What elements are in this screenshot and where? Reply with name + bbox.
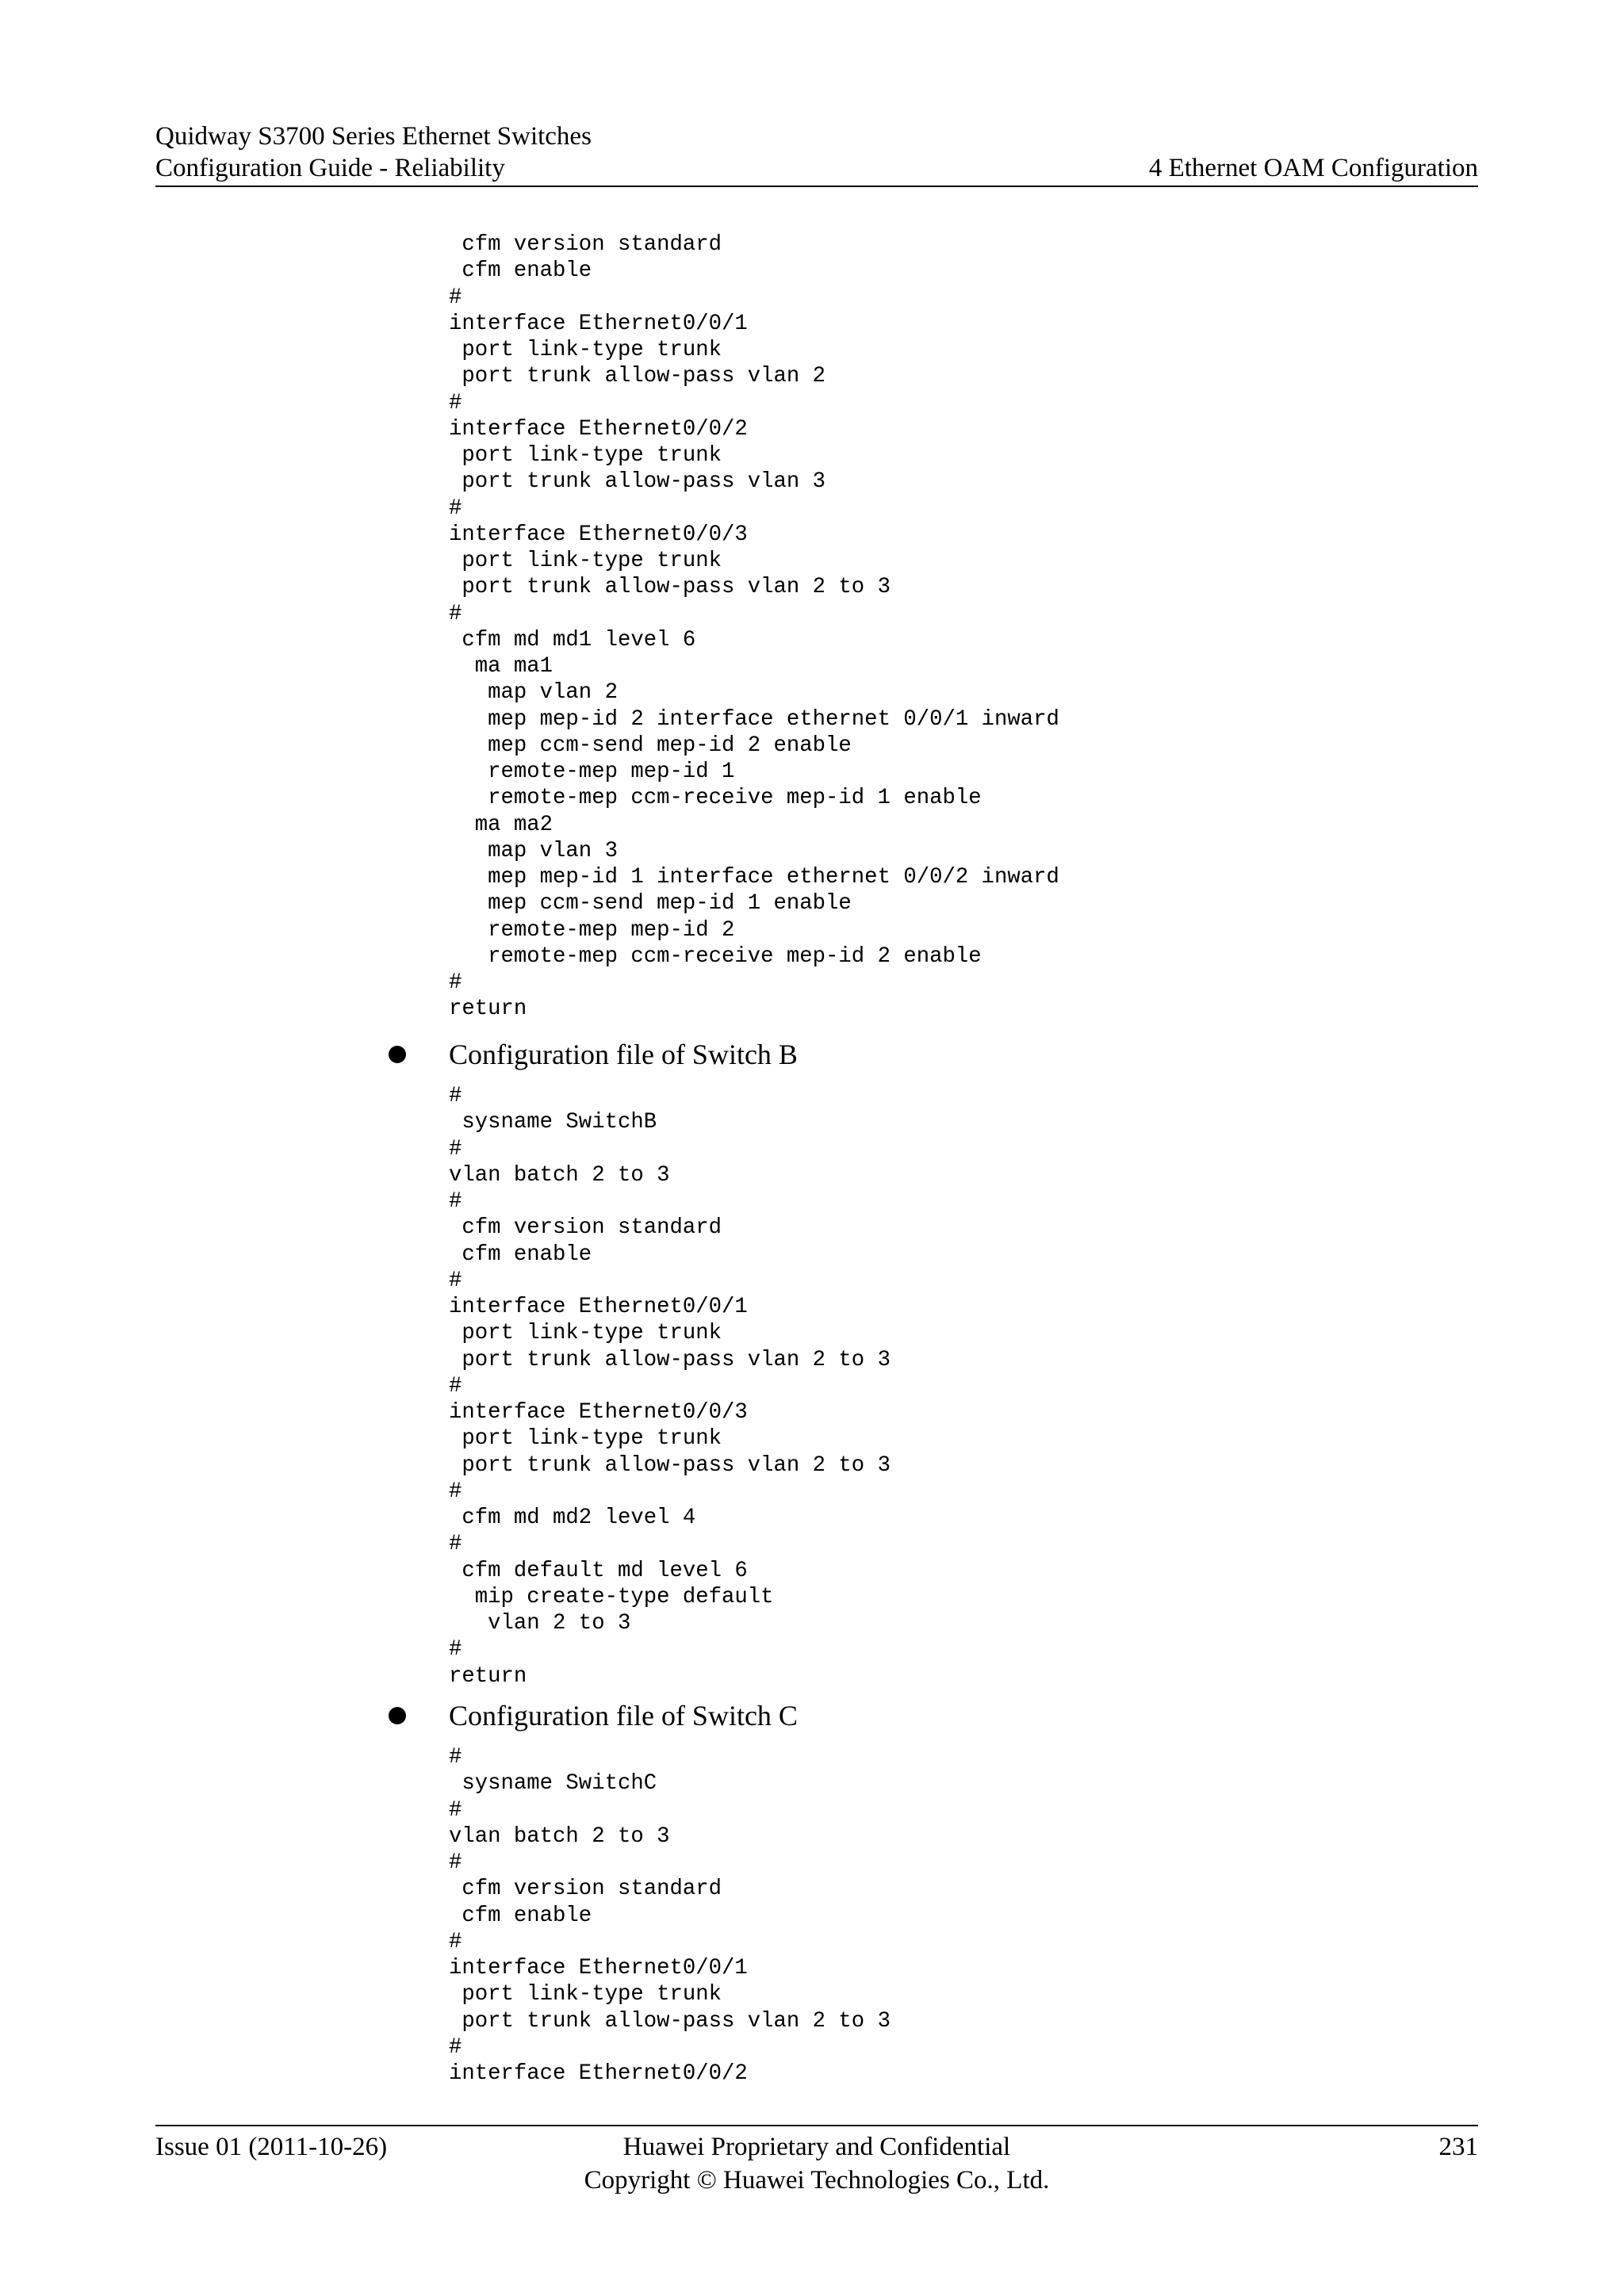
code-line: map vlan 2 bbox=[449, 680, 618, 706]
page-footer bbox=[155, 2125, 1478, 2206]
confidentiality-note: Huawei Proprietary and Confidential bbox=[622, 2133, 1011, 2161]
code-line: # bbox=[449, 1268, 462, 1293]
code-block-switch-a bbox=[449, 232, 1059, 1023]
code-line: # bbox=[449, 390, 462, 415]
code-line: # bbox=[449, 1745, 462, 1770]
code-line: mep ccm-send mep-id 2 enable bbox=[449, 733, 852, 758]
code-line: interface Ethernet0/0/3 bbox=[449, 1400, 748, 1425]
code-line: remote-mep mep-id 1 bbox=[449, 760, 735, 784]
bullet-dot-icon bbox=[389, 1046, 406, 1063]
code-line: cfm version standard bbox=[449, 232, 722, 257]
code-line: # bbox=[449, 285, 462, 310]
code-line: return bbox=[449, 1663, 527, 1689]
code-line: remote-mep mep-id 2 bbox=[449, 917, 735, 943]
bullet-label: Configuration file of Switch C bbox=[449, 1700, 798, 1732]
code-line: # bbox=[449, 970, 462, 995]
code-line: ma ma1 bbox=[449, 654, 553, 679]
page-header bbox=[155, 119, 1478, 187]
document-subtitle: Configuration Guide - Reliability bbox=[155, 154, 505, 182]
code-line: port trunk allow-pass vlan 3 bbox=[449, 469, 826, 495]
copyright-note: Copyright © Huawei Technologies Co., Ltd. bbox=[584, 2166, 1050, 2195]
issue-date: Issue 01 (2011-10-26) bbox=[155, 2133, 388, 2161]
code-line: port link-type trunk bbox=[449, 1426, 722, 1452]
code-line: mep mep-id 1 interface ethernet 0/0/2 inward bbox=[449, 865, 1059, 890]
code-line: mep ccm-send mep-id 1 enable bbox=[449, 891, 852, 916]
code-line: interface Ethernet0/0/1 bbox=[449, 311, 748, 336]
bullet-switch-b bbox=[389, 1037, 1419, 1072]
code-line: # bbox=[449, 1479, 462, 1504]
code-line: # bbox=[449, 601, 462, 626]
code-line: port trunk allow-pass vlan 2 to 3 bbox=[449, 1347, 891, 1372]
code-line: # bbox=[449, 1136, 462, 1161]
code-line: cfm version standard bbox=[449, 1877, 722, 1902]
code-line: port trunk allow-pass vlan 2 to 3 bbox=[449, 575, 891, 600]
code-line: interface Ethernet0/0/3 bbox=[449, 522, 748, 547]
page-number: 231 bbox=[1438, 2133, 1478, 2161]
code-line: remote-mep ccm-receive mep-id 1 enable bbox=[449, 786, 982, 811]
bullet-dot-icon bbox=[389, 1707, 406, 1724]
code-line: # bbox=[449, 1797, 462, 1823]
code-line: port link-type trunk bbox=[449, 443, 722, 468]
code-line: sysname SwitchC bbox=[449, 1771, 657, 1797]
code-line: port link-type trunk bbox=[449, 338, 722, 362]
bullet-switch-c bbox=[389, 1698, 1419, 1733]
code-line: vlan 2 to 3 bbox=[449, 1611, 631, 1636]
section-title: 4 Ethernet OAM Configuration bbox=[1148, 154, 1478, 182]
code-line: port link-type trunk bbox=[449, 549, 722, 573]
code-line: port trunk allow-pass vlan 2 bbox=[449, 364, 826, 389]
code-line: cfm enable bbox=[449, 1242, 592, 1267]
code-line: vlan batch 2 to 3 bbox=[449, 1823, 670, 1849]
document-title: Quidway S3700 Series Ethernet Switches bbox=[155, 122, 592, 151]
code-line: ma ma2 bbox=[449, 812, 553, 837]
code-line: port trunk allow-pass vlan 2 to 3 bbox=[449, 1452, 891, 1478]
code-line: cfm enable bbox=[449, 258, 592, 284]
code-line: # bbox=[449, 1637, 462, 1663]
code-line: # bbox=[449, 1929, 462, 1954]
code-line: cfm md md1 level 6 bbox=[449, 627, 696, 652]
code-line: interface Ethernet0/0/1 bbox=[449, 1295, 748, 1319]
code-line: sysname SwitchB bbox=[449, 1110, 657, 1135]
code-line: # bbox=[449, 1850, 462, 1875]
code-line: cfm md md2 level 4 bbox=[449, 1506, 696, 1530]
code-line: # bbox=[449, 1189, 462, 1214]
code-line: cfm enable bbox=[449, 1903, 592, 1928]
code-line: cfm default md level 6 bbox=[449, 1558, 748, 1583]
code-line: port link-type trunk bbox=[449, 1321, 722, 1346]
code-line: cfm version standard bbox=[449, 1215, 722, 1241]
code-line: interface Ethernet0/0/2 bbox=[449, 416, 748, 442]
code-line: port trunk allow-pass vlan 2 to 3 bbox=[449, 2008, 891, 2034]
code-line: map vlan 3 bbox=[449, 838, 618, 863]
code-line: interface Ethernet0/0/1 bbox=[449, 1956, 748, 1980]
bullet-label: Configuration file of Switch B bbox=[449, 1039, 798, 1070]
code-line: vlan batch 2 to 3 bbox=[449, 1162, 670, 1188]
code-line: return bbox=[449, 997, 527, 1022]
code-line: mep mep-id 2 interface ethernet 0/0/1 inward bbox=[449, 706, 1059, 732]
code-line: remote-mep ccm-receive mep-id 2 enable bbox=[449, 943, 982, 969]
code-line: # bbox=[449, 496, 462, 521]
code-line: # bbox=[449, 1532, 462, 1557]
code-line: # bbox=[449, 1084, 462, 1108]
code-line: # bbox=[449, 2034, 462, 2060]
code-line: interface Ethernet0/0/2 bbox=[449, 2061, 748, 2086]
code-line: # bbox=[449, 1373, 462, 1399]
code-block-switch-c bbox=[449, 1744, 891, 2087]
code-line: mip create-type default bbox=[449, 1584, 774, 1609]
code-line: port link-type trunk bbox=[449, 1982, 722, 2007]
code-block-switch-b bbox=[449, 1083, 891, 1689]
